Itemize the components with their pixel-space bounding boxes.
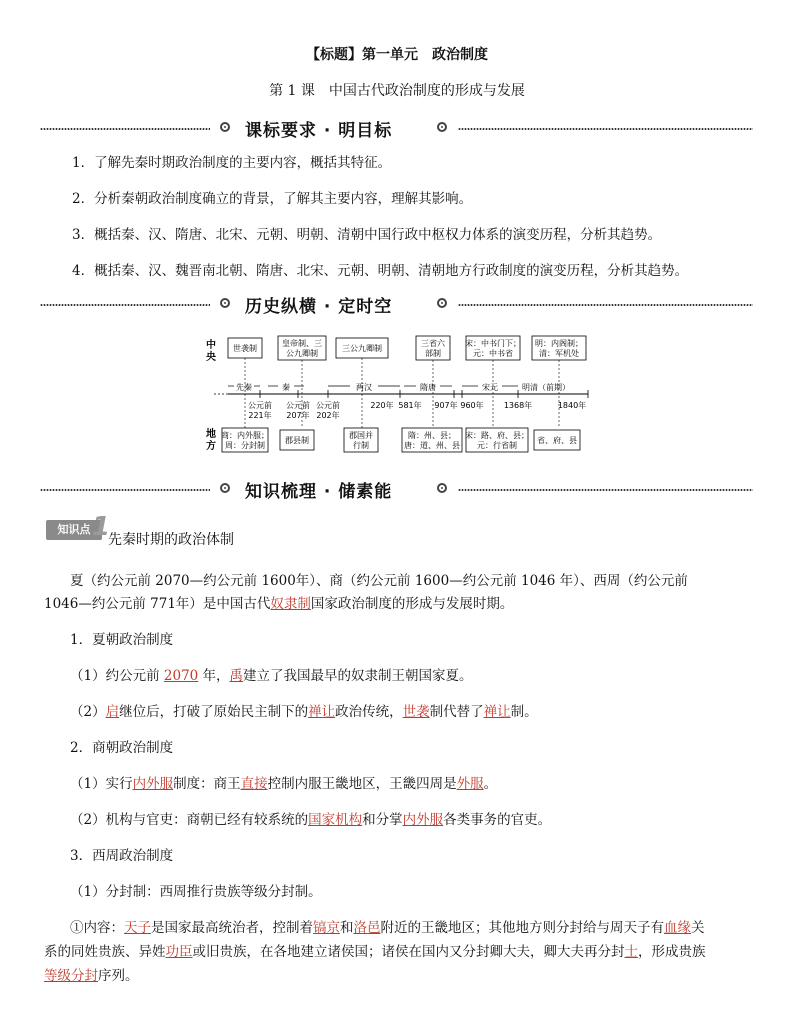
timeline-diagram bbox=[200, 330, 600, 460]
xia-title: 1．夏朝政治制度 bbox=[70, 632, 174, 648]
central-box bbox=[532, 336, 586, 360]
svg-text:行制: 行制 bbox=[353, 441, 369, 450]
svg-text:宋：中书门下；: 宋：中书门下； bbox=[465, 339, 521, 348]
svg-text:元：中书省: 元：中书省 bbox=[473, 349, 513, 358]
local-box bbox=[344, 428, 378, 452]
keyword: 禹 bbox=[229, 668, 244, 684]
svg-text:元：行省制: 元：行省制 bbox=[477, 441, 517, 450]
circle-bullet-icon bbox=[437, 298, 447, 308]
circle-bullet-icon bbox=[220, 298, 230, 308]
section-banner-knowledge bbox=[40, 479, 753, 501]
svg-text:宋：路、府、县；: 宋：路、府、县； bbox=[465, 431, 529, 440]
section-banner-timeline bbox=[40, 294, 753, 316]
svg-text:明：内阁制；: 明：内阁制； bbox=[535, 339, 583, 348]
date-label: 221年 bbox=[248, 411, 272, 420]
keyword: 禅让 bbox=[483, 704, 511, 720]
dotted-rule bbox=[458, 488, 753, 492]
date-label: 公元前 bbox=[248, 401, 272, 410]
central-label: 央 bbox=[206, 352, 216, 363]
badge-label: 知识点 bbox=[57, 523, 91, 536]
local-label: 地 bbox=[206, 429, 216, 440]
xia-item-1: （1）约公元前 2070 年，禹建立了我国最早的奴隶制王朝国家夏。 bbox=[70, 668, 473, 684]
period-label: 秦 bbox=[282, 383, 290, 392]
svg-text:省、府、县: 省、府、县 bbox=[537, 436, 577, 445]
date-label: 581年 bbox=[398, 401, 422, 410]
svg-text:唐：道、州、县: 唐：道、州、县 bbox=[404, 441, 460, 450]
keyword: 禅让 bbox=[308, 704, 336, 720]
period-label: 两汉 bbox=[356, 383, 372, 392]
period-label: 先秦 bbox=[236, 383, 252, 392]
goal-item: 4．概括秦、汉、魏晋南北朝、隋唐、北宋、元朝、明朝、清朝地方行政制度的演变历程，分析其趋势。 bbox=[72, 263, 689, 279]
shang-item-1: （1）实行内外服制度：商王直接控制内服王畿地区，王畿四周是外服。 bbox=[70, 776, 498, 792]
svg-text:三公九卿制: 三公九卿制 bbox=[342, 344, 382, 353]
goal-item: 3．概括秦、汉、隋唐、北宋、元朝、明朝、清朝中国行政中枢权力体系的演变历程，分析其趋势。 bbox=[72, 227, 662, 243]
zhou-item-1: （1）分封制：西周推行贵族等级分封制。 bbox=[70, 884, 322, 900]
date-label: 1368年 bbox=[503, 401, 533, 410]
date-label: 1840年 bbox=[557, 401, 587, 410]
svg-text:皇帝制、三: 皇帝制、三 bbox=[282, 339, 322, 348]
page-title: 【标题】第一单元 政治制度 bbox=[306, 47, 488, 63]
shang-title: 2．商朝政治制度 bbox=[70, 740, 174, 756]
keyword: 洛邑 bbox=[353, 920, 381, 936]
zhou-title: 3．西周政治制度 bbox=[70, 848, 174, 864]
date-label: 公元前 bbox=[316, 401, 340, 410]
date-label: 202年 bbox=[316, 411, 340, 420]
keyword: 外服 bbox=[456, 776, 484, 792]
circle-bullet-icon bbox=[437, 483, 447, 493]
section-title: 课标要求 · 明目标 bbox=[245, 121, 393, 141]
circle-bullet-icon bbox=[220, 483, 230, 493]
keyword: 国家机构 bbox=[308, 812, 363, 828]
dotted-rule bbox=[458, 303, 753, 307]
shang-item-2: （2）机构与官吏：商朝已经有较系统的国家机构和分掌内外服各类事务的官吏。 bbox=[70, 812, 552, 828]
zhou-content-line: 系的同姓贵族、异姓功臣或旧贵族，在各地建立诸侯国；诸侯在国内又分封卿大夫，卿大夫再分封士，形成贵族 bbox=[44, 944, 706, 960]
keyword: 内外服 bbox=[402, 812, 444, 828]
keyword: 等级分封 bbox=[44, 968, 98, 984]
keyword: 天子 bbox=[124, 920, 151, 936]
date-label: 960年 bbox=[460, 401, 484, 410]
goal-item: 1．了解先秦时期政治制度的主要内容，概括其特征。 bbox=[72, 155, 392, 171]
local-box bbox=[534, 430, 580, 450]
dotted-rule bbox=[40, 488, 210, 492]
keyword: 2070 bbox=[163, 668, 199, 684]
dotted-rule bbox=[40, 303, 210, 307]
section-title: 历史纵横 · 定时空 bbox=[245, 297, 393, 317]
central-box bbox=[416, 336, 450, 360]
svg-text:公九卿制: 公九卿制 bbox=[286, 349, 318, 358]
local-box bbox=[402, 428, 462, 452]
period-label: 明清（前期） bbox=[522, 383, 570, 392]
knowledge-heading: 先秦时期的政治体制 bbox=[108, 532, 234, 548]
date-label: 220年 bbox=[370, 401, 394, 410]
svg-text:清：军机处: 清：军机处 bbox=[539, 349, 579, 358]
svg-text:世袭制: 世袭制 bbox=[233, 344, 257, 353]
goal-item: 2．分析秦朝政治制度确立的背景，了解其主要内容，理解其影响。 bbox=[72, 191, 473, 207]
svg-text:郡国并: 郡国并 bbox=[349, 431, 373, 440]
local-label: 方 bbox=[206, 441, 216, 452]
keyword: 直接 bbox=[240, 776, 268, 792]
keyword: 世袭 bbox=[402, 704, 430, 720]
date-label: 907年 bbox=[434, 401, 458, 410]
lesson-title: 第 1 课 中国古代政治制度的形成与发展 bbox=[269, 83, 525, 99]
xia-item-2: （2）启继位后，打破了原始民主制下的禅让政治传统，世袭制代替了禅让制。 bbox=[70, 704, 538, 720]
circle-bullet-icon bbox=[220, 122, 230, 132]
keyword: 启 bbox=[105, 704, 120, 720]
svg-text:三省六: 三省六 bbox=[421, 339, 445, 348]
section-title: 知识梳理 · 储素能 bbox=[245, 482, 393, 502]
keyword: 镐京 bbox=[313, 920, 340, 936]
keyword: 血缘 bbox=[664, 920, 691, 936]
intro-line: 1046—约公元前 771年）是中国古代奴隶制国家政治制度的形成与发展时期。 bbox=[44, 596, 514, 612]
badge-number: 1 bbox=[92, 512, 111, 542]
svg-text:商：内外服；: 商：内外服； bbox=[221, 431, 269, 440]
central-box bbox=[278, 336, 326, 360]
local-box bbox=[280, 430, 314, 450]
keyword: 奴隶制 bbox=[270, 596, 311, 612]
intro-line: 夏（约公元前 2070—约公元前 1600年）、商（约公元前 1600—约公元前 1046 年）、西周（约公元前 bbox=[70, 573, 688, 589]
local-box bbox=[465, 428, 529, 452]
svg-text:郡县制: 郡县制 bbox=[285, 436, 309, 445]
section-banner-goals bbox=[40, 118, 753, 140]
dotted-rule bbox=[458, 127, 753, 131]
central-box bbox=[465, 336, 521, 360]
central-box bbox=[228, 338, 262, 358]
period-label: 隋唐 bbox=[420, 383, 436, 392]
dotted-rule bbox=[40, 127, 210, 131]
date-label: 公元前 bbox=[286, 401, 310, 410]
svg-text:隋：州、县；: 隋：州、县； bbox=[408, 431, 456, 440]
zhou-content-line: 等级分封序列。 bbox=[44, 968, 139, 984]
keyword: 功臣 bbox=[165, 944, 193, 960]
local-box bbox=[221, 428, 269, 452]
zhou-content-line: ①内容：天子是国家最高统治者，控制着镐京和洛邑附近的王畿地区；其他地方则分封给与周天子有血缘关 bbox=[70, 920, 705, 936]
central-box bbox=[336, 338, 388, 358]
central-label: 中 bbox=[206, 340, 216, 351]
svg-text:部制: 部制 bbox=[425, 349, 441, 358]
period-label: 宋元 bbox=[482, 383, 498, 392]
circle-bullet-icon bbox=[437, 122, 447, 132]
keyword: 内外服 bbox=[132, 776, 174, 792]
keyword: 士 bbox=[624, 944, 638, 960]
date-label: 207年 bbox=[286, 411, 310, 420]
svg-text:周：分封制: 周：分封制 bbox=[225, 441, 265, 450]
